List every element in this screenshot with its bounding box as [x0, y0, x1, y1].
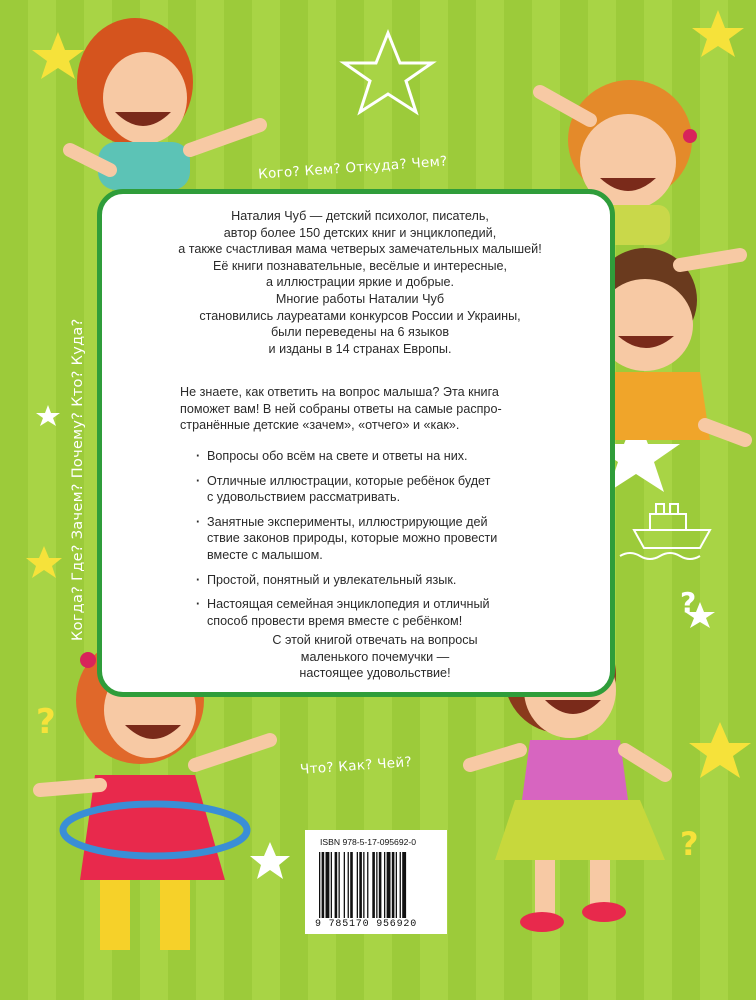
isbn-label: ISBN 978-5-17-095692-0 — [320, 837, 417, 847]
bio-line: а иллюстрации яркие и добрые. — [265, 275, 455, 290]
child-illustration — [593, 248, 745, 440]
barcode-bar — [376, 852, 377, 918]
list-item — [196, 473, 596, 506]
closing-text — [220, 632, 530, 682]
barcode-bar — [379, 852, 382, 918]
barcode-bar — [322, 852, 325, 918]
list-item-line: · Настоящая семейная энциклопедия и отличный — [207, 597, 490, 612]
barcode-bar — [396, 852, 397, 918]
barcode-bar — [348, 852, 349, 918]
list-item-line: · Вопросы обо всём на свете и ответы на них. — [207, 449, 468, 463]
list-item-line: · Простой, понятный и увлекательный язык. — [207, 572, 457, 587]
questions-top: Кого? Кем? Откуда? Чем? — [257, 153, 449, 183]
outro-line: настоящее удовольствие! — [299, 666, 451, 681]
bio-line: Её книги познавательные, весёлые и интересные, — [212, 258, 508, 273]
list-item — [196, 596, 596, 629]
barcode-bar — [392, 852, 395, 918]
barcode-bar — [359, 852, 362, 918]
bio-line: и изданы в 14 странах Европы. — [268, 341, 452, 356]
list-item — [196, 448, 596, 465]
barcode-bar — [344, 852, 345, 918]
barcode-digits: 9 785170 956920 — [315, 919, 418, 930]
intro-line: странённые детские «зачем», «отчего» и «как». — [180, 418, 460, 433]
list-item-line: вместе с малышом. — [207, 547, 323, 562]
barcode-bar — [326, 852, 330, 918]
question-mark-icon: ? — [680, 586, 697, 619]
barcode-icon — [319, 852, 433, 918]
bio-line: автор более 150 детских книг и энциклопедий, — [223, 225, 497, 240]
list-item-line: · Занятные эксперименты, иллюстрирующие дей — [207, 514, 488, 529]
list-item-line: · Отличные иллюстрации, которые ребёнок будет — [207, 473, 491, 488]
list-item — [196, 514, 596, 564]
star-icon — [692, 10, 744, 57]
intro-line: Не знаете, как ответить на вопрос малыша? Эта книга — [180, 385, 499, 399]
outro-line: маленького почемучки — — [300, 649, 450, 664]
barcode-bar — [367, 852, 368, 918]
barcode-bar — [335, 852, 338, 918]
star-icon — [36, 405, 60, 426]
star-icon — [689, 722, 751, 778]
barcode-bar — [357, 852, 358, 918]
questions-left: Когда? Где? Зачем? Почему? Кто? Куда? — [70, 318, 86, 641]
barcode-bar — [402, 852, 406, 918]
book-intro — [180, 384, 580, 434]
bio-line: Многие работы Наталии Чуб — [275, 291, 445, 306]
barcode-bar — [339, 852, 340, 918]
bio-line: а также счастливая мама четверых замечательных малышей! — [178, 242, 542, 257]
barcode-bar — [319, 852, 320, 918]
question-mark-icon: ? — [680, 825, 699, 863]
feature-list — [196, 448, 596, 637]
list-item — [196, 572, 596, 589]
star-icon — [344, 33, 432, 112]
ship-icon — [620, 504, 710, 559]
list-item-line: способ провести время вместе с ребёнком! — [207, 613, 463, 628]
bio-line: были переведены на 6 языков — [270, 325, 450, 340]
author-bio — [130, 208, 590, 357]
bio-line: Наталия Чуб — детский психолог, писатель, — [231, 209, 489, 223]
question-mark-icon: ? — [36, 702, 56, 742]
star-icon — [250, 842, 290, 879]
barcode-bar — [331, 852, 332, 918]
barcode-bar — [387, 852, 391, 918]
star-icon — [32, 32, 84, 79]
isbn-barcode-box — [305, 830, 447, 934]
barcode-bar — [400, 852, 401, 918]
child-illustration — [70, 18, 260, 190]
questions-bottom: Что? Как? Чей? — [299, 754, 413, 778]
barcode-bar — [372, 852, 375, 918]
barcode-bar — [384, 852, 385, 918]
barcode-bar — [363, 852, 364, 918]
bio-line: становились лауреатами конкурсов России и Украины, — [199, 308, 521, 323]
outro-line: С этой книгой отвечать на вопросы — [272, 633, 478, 647]
list-item-line: ствие законов природы, которые можно провести — [207, 531, 498, 546]
intro-line: поможет вам! В ней собраны ответы на самые распро- — [180, 401, 502, 416]
barcode-bar — [350, 852, 353, 918]
list-item-line: с удовольствием рассматривать. — [207, 490, 401, 505]
star-icon — [26, 546, 62, 578]
